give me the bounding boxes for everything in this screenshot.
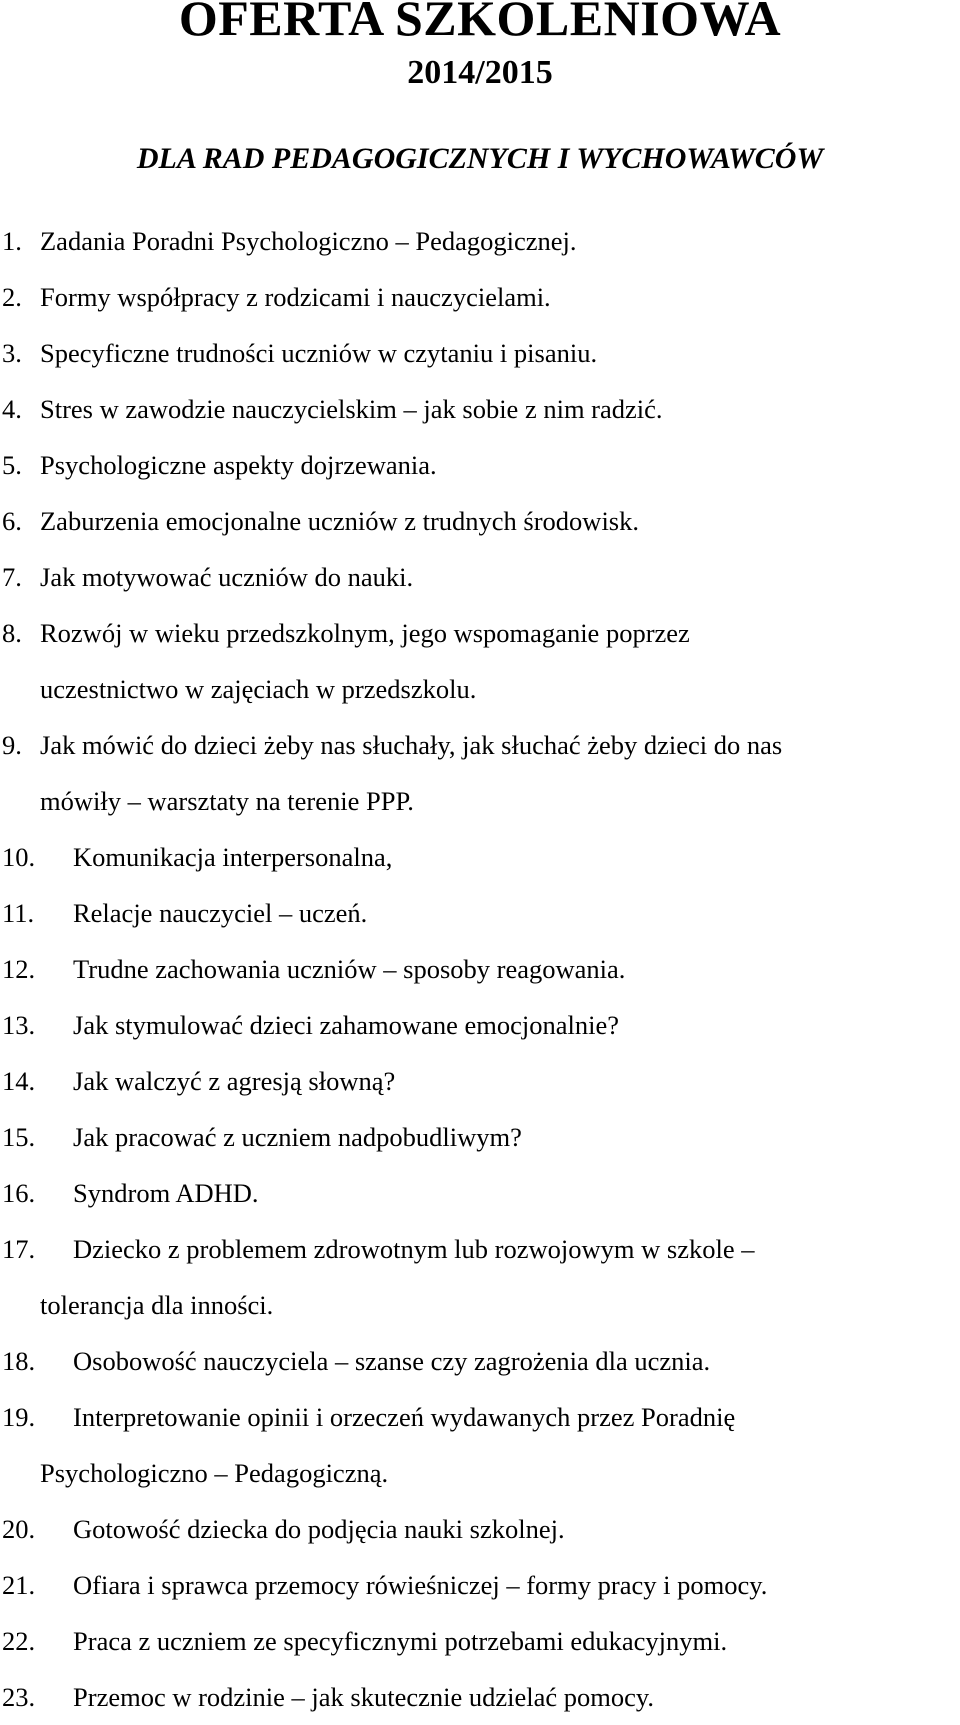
item-text: Osobowość nauczyciela – szanse czy zagrożenia dla ucznia.: [73, 1346, 711, 1376]
item-text: Syndrom ADHD.: [73, 1178, 259, 1208]
page-title: OFERTA SZKOLENIOWA: [178, 0, 782, 46]
item-text: Komunikacja interpersonalna,: [73, 842, 393, 872]
item-text: Stres w zawodzie nauczycielskim – jak sobie z nim radzić.: [40, 394, 663, 424]
item-text: Jak pracować z uczniem nadpobudliwym?: [73, 1122, 522, 1152]
item-number: 8.: [2, 618, 22, 648]
item-text: Praca z uczniem ze specyficznymi potrzebami edukacyjnymi.: [73, 1626, 728, 1656]
item-number: 1.: [2, 226, 22, 256]
item-text: Interpretowanie opinii i orzeczeń wydawanych przez Poradnię: [73, 1402, 736, 1432]
item-text: Rozwój w wieku przedszkolnym, jego wspomaganie poprzez: [40, 618, 690, 648]
item-text-continuation: uczestnictwo w zajęciach w przedszkolu.: [40, 674, 477, 704]
item-number: 7.: [2, 562, 22, 592]
item-number: 13.: [2, 1010, 36, 1040]
item-text: Zaburzenia emocjonalne uczniów z trudnych środowisk.: [40, 506, 639, 536]
item-number: 9.: [2, 730, 22, 760]
item-number: 14.: [2, 1066, 36, 1096]
item-text: Dziecko z problemem zdrowotnym lub rozwojowym w szkole –: [73, 1234, 755, 1264]
item-text: Gotowość dziecka do podjęcia nauki szkolnej.: [73, 1514, 565, 1544]
item-text-continuation: mówiły – warsztaty na terenie PPP.: [40, 786, 414, 816]
school-year: 2014/2015: [407, 54, 553, 91]
item-number: 19.: [2, 1402, 36, 1432]
item-text: Specyficzne trudności uczniów w czytaniu i pisaniu.: [40, 338, 598, 368]
item-number: 11.: [2, 898, 35, 928]
item-number: 16.: [2, 1178, 36, 1208]
item-number: 20.: [2, 1514, 36, 1544]
item-text: Przemoc w rodzinie – jak skutecznie udzielać pomocy.: [73, 1682, 655, 1712]
item-number: 18.: [2, 1346, 36, 1376]
item-text: Ofiara i sprawca przemocy rówieśniczej – formy pracy i pomocy.: [73, 1570, 768, 1600]
item-text: Psychologiczne aspekty dojrzewania.: [40, 450, 437, 480]
item-number: 21.: [2, 1570, 36, 1600]
item-number: 22.: [2, 1626, 36, 1656]
item-number: 4.: [2, 394, 22, 424]
item-number: 17.: [2, 1234, 36, 1264]
item-number: 23.: [2, 1682, 36, 1712]
page-subtitle: DLA RAD PEDAGOGICZNYCH I WYCHOWAWCÓW: [136, 142, 824, 175]
item-number: 10.: [2, 842, 36, 872]
item-number: 15.: [2, 1122, 36, 1152]
item-number: 5.: [2, 450, 22, 480]
item-text: Zadania Poradni Psychologiczno – Pedagogicznej.: [40, 226, 577, 256]
item-text: Jak walczyć z agresją słowną?: [73, 1066, 396, 1096]
item-text: Trudne zachowania uczniów – sposoby reagowania.: [73, 954, 626, 984]
item-text: Jak motywować uczniów do nauki.: [40, 562, 414, 592]
item-number: 2.: [2, 282, 22, 312]
item-number: 12.: [2, 954, 36, 984]
item-number: 3.: [2, 338, 22, 368]
item-text: Jak mówić do dzieci żeby nas słuchały, jak słuchać żeby dzieci do nas: [40, 730, 783, 760]
item-text: Relacje nauczyciel – uczeń.: [73, 898, 368, 928]
item-text-continuation: Psychologiczno – Pedagogiczną.: [40, 1458, 389, 1488]
item-text: Formy współpracy z rodzicami i nauczycielami.: [40, 282, 551, 312]
item-text: Jak stymulować dzieci zahamowane emocjonalnie?: [73, 1010, 619, 1040]
item-number: 6.: [2, 506, 22, 536]
item-text-continuation: tolerancja dla inności.: [40, 1290, 274, 1320]
